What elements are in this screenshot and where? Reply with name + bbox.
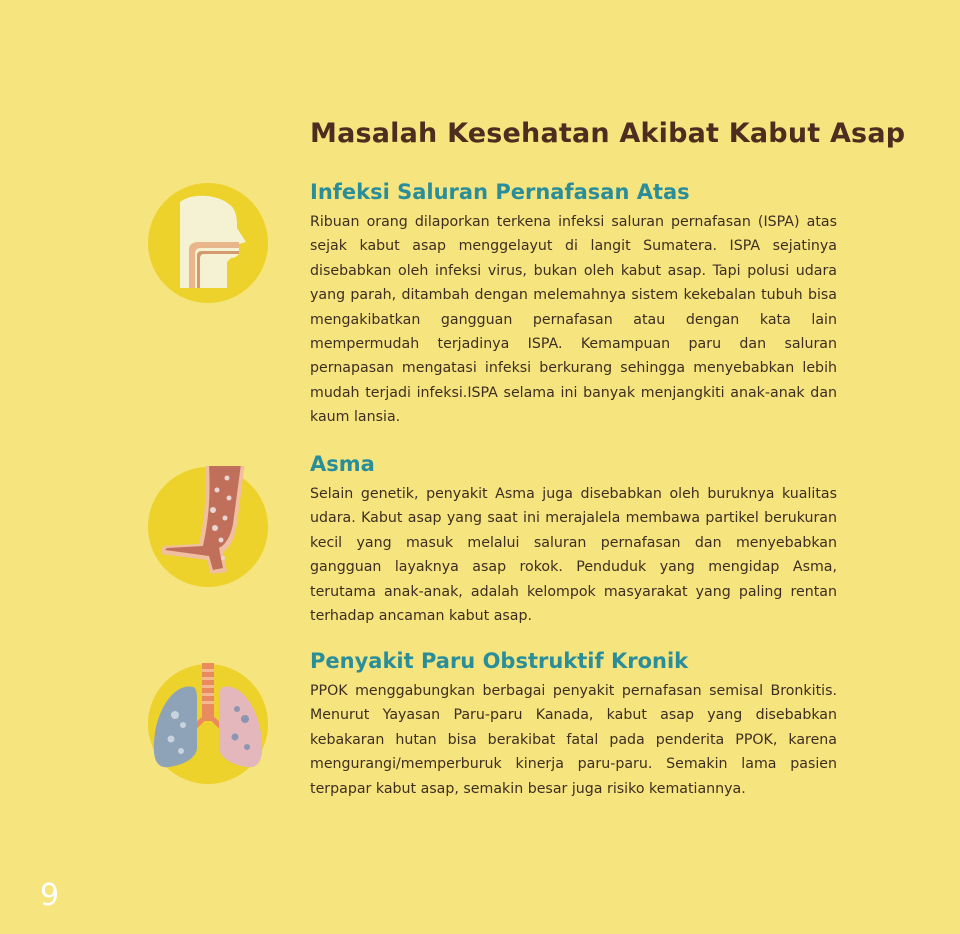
section-body: PPOK menggabungkan berbagai penyakit pernafasan semisal Bronkitis. Menurut Yayasan Paru-paru Kanada, kabut asap yang disebabkan kebakaran hutan bisa berakibat fatal pada penderita PPOK, karena mengurangi/memperburuk kinerja paru-paru. Semakin lama pasien terpapar kabut asap, semakin besar juga risiko kematiannya.: [310, 683, 837, 797]
section-heading: Infeksi Saluran Pernafasan Atas: [310, 180, 690, 204]
lungs-icon: [147, 663, 269, 785]
section-body: Ribuan orang dilaporkan terkena infeksi saluran pernafasan (ISPA) atas sejak kabut asap menggelayut di langit Sumatera. ISPA sejatinya disebabkan oleh infeksi virus, bukan oleh kabut asap. Tapi polusi udara yang parah, ditambah dengan melemahnya sistem kekebalan tubuh bisa mengakibatkan gangguan pernafasan atau dengan kata lain mempermudah terjadinya ISPA. Kemampuan paru dan saluran pernapasan mengatasi infeksi berkurang sehingga menyebabkan lebih mudah terjadi infeksi.ISPA selama ini banyak menjangkiti anak-anak dan kaum lansia.: [310, 214, 837, 426]
head-airway-icon: [147, 182, 269, 304]
bronchus-icon: [147, 466, 269, 588]
section-ispa: [310, 180, 837, 430]
section-ppok: [310, 649, 837, 801]
page-title: Masalah Kesehatan Akibat Kabut Asap: [310, 118, 906, 149]
section-asma: [310, 452, 837, 628]
section-heading: Asma: [310, 452, 375, 476]
page-number: 9: [40, 878, 60, 913]
section-body: Selain genetik, penyakit Asma juga disebabkan oleh buruknya kualitas udara. Kabut asap yang saat ini merajalela membawa partikel berukuran kecil yang masuk melalui saluran pernafasan dan menyebabkan gangguan layaknya asap rokok. Penduduk yang mengidap Asma, terutama anak-anak, adalah kelompok masyarakat yang paling rentan terhadap ancaman kabut asap.: [310, 486, 837, 625]
section-heading: Penyakit Paru Obstruktif Kronik: [310, 649, 689, 673]
